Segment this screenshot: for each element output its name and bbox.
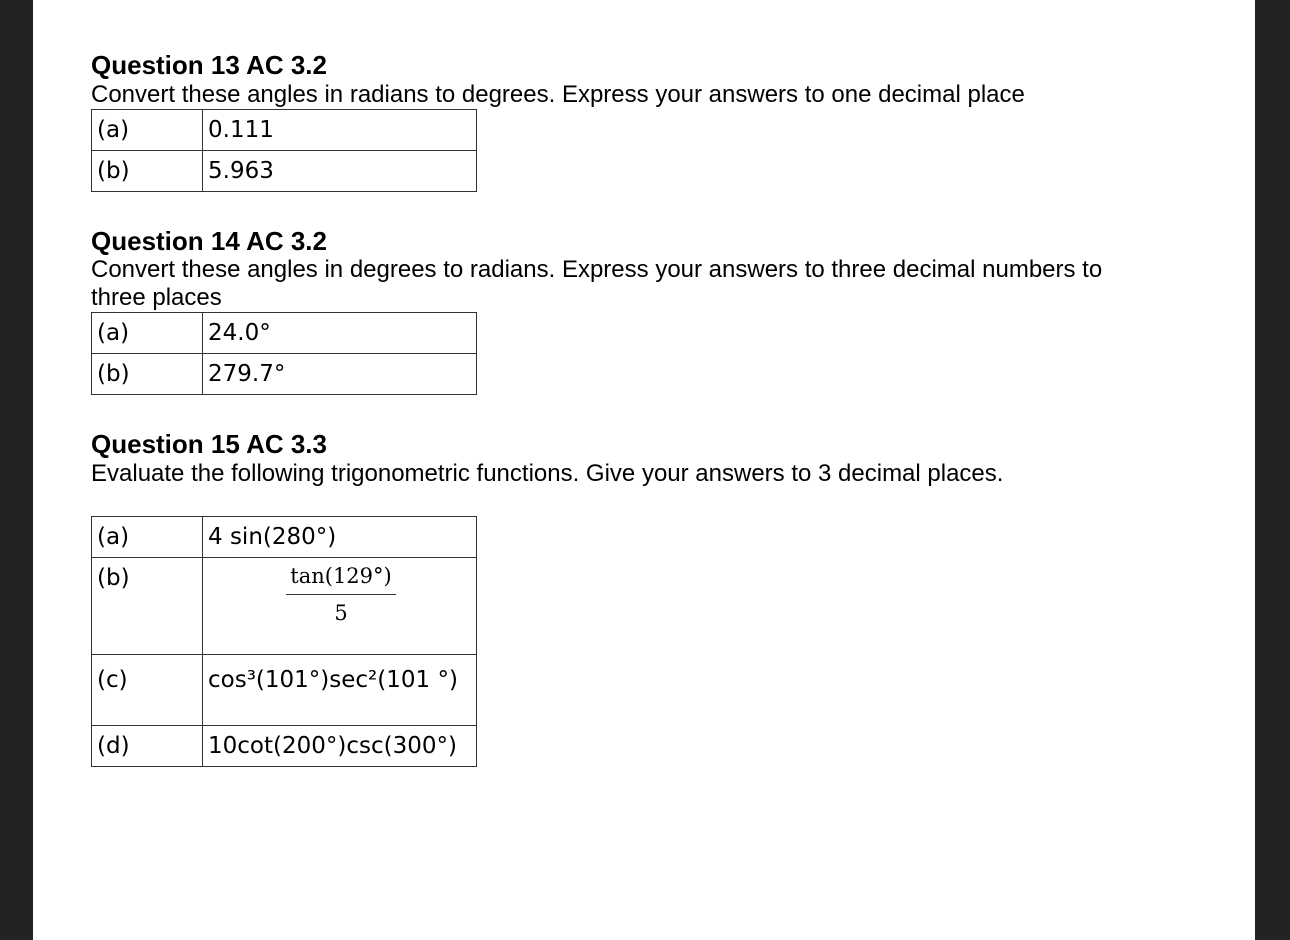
document-page	[33, 0, 1255, 940]
row-value-fraction	[203, 558, 477, 655]
row-value: 0.111	[203, 110, 477, 151]
table-row	[92, 151, 477, 192]
table-row	[92, 655, 477, 726]
fraction	[286, 558, 396, 629]
fraction-numerator: tan(129°)	[286, 560, 396, 595]
row-value: 4 sin(280°)	[203, 517, 477, 558]
question-title: Question 15 AC 3.3	[91, 429, 327, 459]
table-row	[92, 313, 477, 354]
row-label: (b)	[92, 354, 203, 395]
row-label: (b)	[92, 558, 203, 655]
row-label: (b)	[92, 151, 203, 192]
question-14	[91, 226, 1171, 395]
question-title: Question 14 AC 3.2	[91, 226, 327, 256]
answer-table	[91, 312, 477, 395]
row-label: (a)	[92, 313, 203, 354]
table-row	[92, 517, 477, 558]
table-row	[92, 726, 477, 767]
row-value: 24.0°	[203, 313, 477, 354]
row-label: (a)	[92, 110, 203, 151]
row-label: (d)	[92, 726, 203, 767]
row-value: cos³(101°)sec²(101 °)	[203, 655, 477, 726]
answer-table	[91, 109, 477, 192]
question-title: Question 13 AC 3.2	[91, 50, 327, 80]
row-label: (c)	[92, 655, 203, 726]
row-value: 5.963	[203, 151, 477, 192]
fraction-denominator: 5	[334, 601, 348, 625]
question-instructions: Convert these angles in radians to degrees. Express your answers to one decimal place	[91, 81, 1025, 108]
table-row	[92, 110, 477, 151]
row-label: (a)	[92, 517, 203, 558]
question-instructions: Evaluate the following trigonometric functions. Give your answers to 3 decimal places.	[91, 460, 1004, 487]
question-instructions: Convert these angles in degrees to radians. Express your answers to three decimal numbers to three places	[91, 256, 1103, 311]
row-value: 279.7°	[203, 354, 477, 395]
table-row	[92, 354, 477, 395]
question-13	[91, 50, 1171, 192]
question-15	[91, 429, 1171, 767]
answer-table	[91, 516, 477, 767]
row-value: 10cot(200°)csc(300°)	[203, 726, 477, 767]
table-row	[92, 558, 477, 655]
